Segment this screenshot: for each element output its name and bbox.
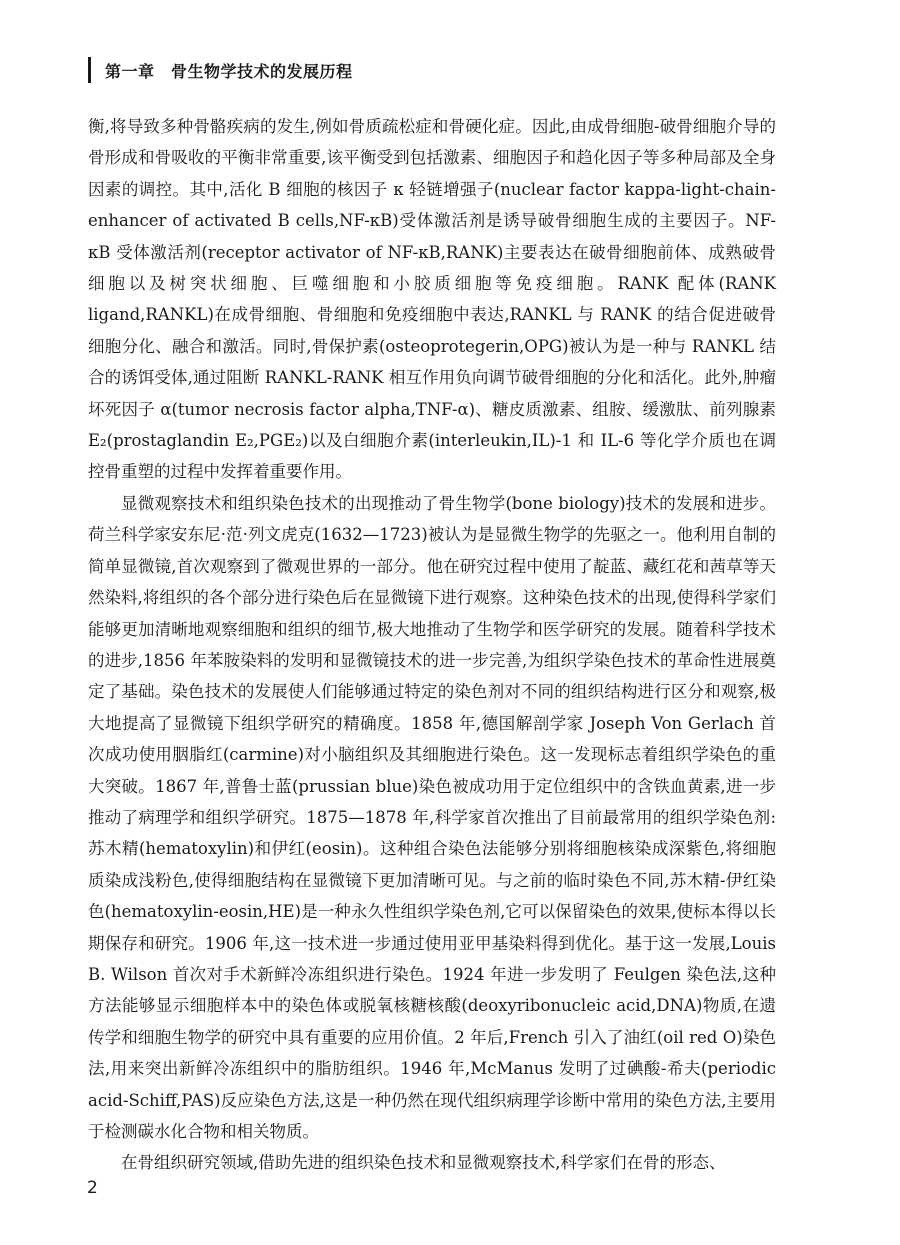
paragraph-continuation: 衡,将导致多种骨骼疾病的发生,例如骨质疏松症和骨硬化症。因此,由成骨细胞-破骨细胞介导的骨形成和骨吸收的平衡非常重要,该平衡受到包括激素、细胞因子和趋化因子等多种局部及全身因素的调控。其中,活化 B 细胞的核因子 κ 轻链增强子(nuclear factor kappa-light-chain-enhancer of activated B cells,NF-κB)受体激活剂是诱导破骨细胞生成的主要因子。NF-κB 受体激活剂(receptor activator of NF-κB,RANK)主要表达在破骨细胞前体、成熟破骨细胞以及树突状细胞、巨噬细胞和小胶质细胞等免疫细胞。RANK 配体(RANK ligand,RANKL)在成骨细胞、骨细胞和免疫细胞中表达,RANKL 与 RANK 的结合促进破骨细胞分化、融合和激活。同时,骨保护素(osteoprotegerin,OPG)被认为是一种与 RANKL 结合的诱饵受体,通过阻断 RANKL-RANK 相互作用负向调节破骨细胞的分化和活化。此外,肿瘤坏死因子 α(tumor necrosis factor alpha,TNF-α)、糖皮质激素、组胺、缓激肽、前列腺素 E₂(prostaglandin E₂,PGE₂)以及白细胞介素(interleukin,IL)-1 和 IL-6 等化学介质也在调控骨重塑的过程中发挥着重要作用。 [88, 117, 776, 482]
paragraph-bone-research: 在骨组织研究领域,借助先进的组织染色技术和显微观察技术,科学家们在骨的形态、 [121, 1153, 726, 1173]
running-header [88, 55, 353, 85]
chapter-title: 第一章 骨生物学技术的发展历程 [105, 61, 353, 81]
paragraph-staining-history: 显微观察技术和组织染色技术的出现推动了骨生物学(bone biology)技术的发展和进步。荷兰科学家安东尼·范·列文虎克(1632—1723)被认为是显微生物学的先驱之一。他利用自制的简单显微镜,首次观察到了微观世界的一部分。他在研究过程中使用了靛蓝、藏红花和茜草等天然染料,将组织的各个部分进行染色后在显微镜下进行观察。这种染色技术的出现,使得科学家们能够更加清晰地观察细胞和组织的细节,极大地推动了生物学和医学研究的发展。随着科学技术的进步,1856 年苯胺染料的发明和显微镜技术的进一步完善,为组织学染色技术的革命性进展奠定了基础。染色技术的发展使人们能够通过特定的染色剂对不同的组织结构进行区分和观察,极大地提高了显微镜下组织学研究的精确度。1858 年,德国解剖学家 Joseph Von Gerlach 首次成功使用胭脂红(carmine)对小脑组织及其细胞进行染色。这一发现标志着组织学染色的重大突破。1867 年,普鲁士蓝(prussian blue)染色被成功用于定位组织中的含铁血黄素,进一步推动了病理学和组织学研究。1875—1878 年,科学家首次推出了目前最常用的组织学染色剂:苏木精(hematoxylin)和伊红(eosin)。这种组合染色法能够分别将细胞核染成深紫色,将细胞质染成浅粉色,使得细胞结构在显微镜下更加清晰可见。与之前的临时染色不同,苏木精-伊红染色(hematoxylin-eosin,HE)是一种永久性组织学染色剂,它可以保留染色的效果,使标本得以长期保存和研究。1906 年,这一技术进一步通过使用亚甲基染料得到优化。基于这一发展,Louis B. Wilson 首次对手术新鲜冷冻组织进行染色。1924 年进一步发明了 Feulgen 染色法,这种方法能够显示细胞样本中的染色体或脱氧核糖核酸(deoxyribonucleic acid,DNA)物质,在遗传学和细胞生物学的研究中具有重要的应用价值。2 年后,French 引入了油红(oil red O)染色法,用来突出新鲜冷冻组织中的脂肪组织。1946 年,McManus 发明了过碘酸-希夫(periodic acid-Schiff,PAS)反应染色方法,这是一种仍然在现代组织病理学诊断中常用的染色方法,主要用于检测碳水化合物和相关物质。 [88, 493, 776, 1141]
body-text [88, 111, 776, 1179]
header-divider-bar [88, 57, 91, 83]
page-number: 2 [87, 1178, 98, 1198]
